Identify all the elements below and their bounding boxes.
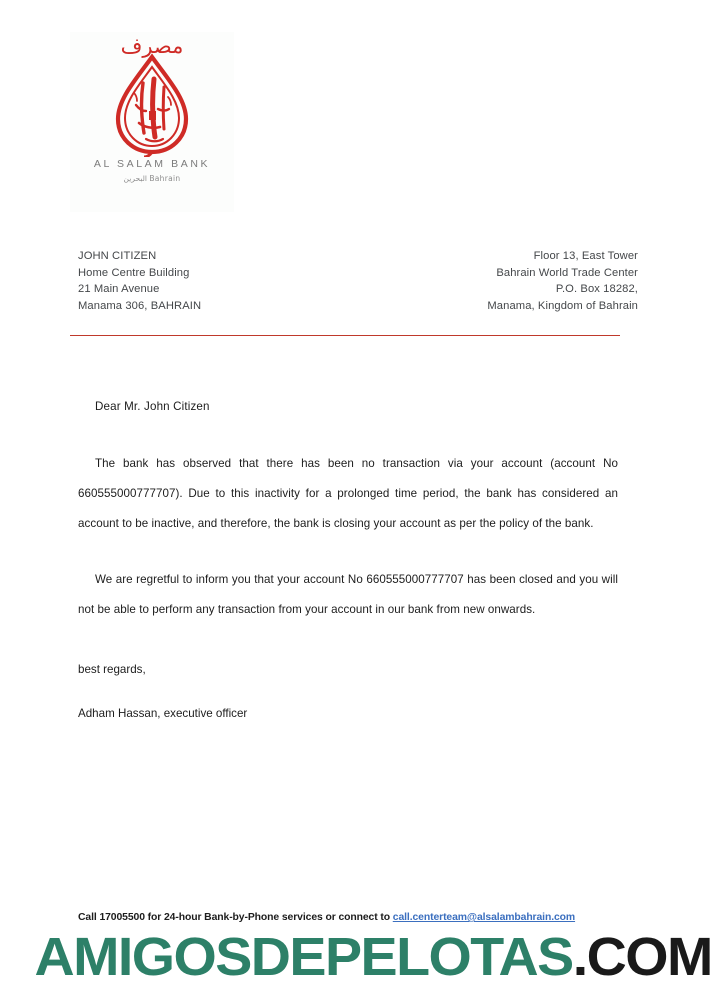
logo-subtitle-latin: Bahrain	[149, 174, 181, 183]
body-paragraph-2: We are regretful to inform you that your account No 660555000777707 has been closed and you will not be able to perform any transaction from your account in our bank from new onwards.	[78, 573, 618, 616]
body-paragraph-1: The bank has observed that there has been no transaction via your account (account No 660555000777707). Due to this inactivity for a prolonged time period, the bank has considered an account to be inactive, and therefore, the bank is closing your account as per the policy of the bank.	[78, 457, 618, 530]
logo-arabic-script: مصرف	[120, 34, 184, 58]
sender-line: Manama, Kingdom of Bahrain	[487, 299, 638, 312]
footer-text: Call 17005500 for 24-hour Bank-by-Phone services or connect to	[78, 912, 393, 923]
address-section	[78, 248, 638, 314]
logo-wordmark: AL SALAM BANK	[93, 158, 211, 170]
watermark-tld: .COM	[572, 927, 712, 987]
recipient-address	[78, 248, 201, 314]
recipient-line: Home Centre Building	[78, 266, 190, 279]
sender-line: Bahrain World Trade Center	[496, 266, 638, 279]
letter-body	[78, 400, 618, 729]
footer-contact-line	[78, 912, 623, 923]
header-divider	[70, 335, 620, 336]
site-watermark	[0, 928, 720, 986]
salutation: Dear Mr. John Citizen	[95, 400, 210, 413]
watermark-brand: AMIGOSDEPELOTAS	[34, 927, 573, 987]
recipient-line: Manama 306, BAHRAIN	[78, 299, 202, 312]
recipient-line: JOHN CITIZEN	[78, 250, 157, 262]
bank-logo	[70, 32, 234, 212]
closing-block	[78, 655, 618, 729]
logo-subtitle-arabic: البحرين	[123, 174, 147, 183]
sender-line: P.O. Box 18282,	[555, 283, 638, 296]
support-email-link[interactable]: call.centerteam@alsalambahrain.com	[392, 912, 576, 923]
logo-subtitle	[124, 174, 181, 183]
closing-salutation: best regards,	[78, 663, 146, 676]
teardrop-calligraphy-icon	[106, 53, 198, 157]
signer-name-title: Adham Hassan, executive officer	[78, 707, 248, 720]
sender-line: Floor 13, East Tower	[533, 250, 638, 262]
recipient-line: 21 Main Avenue	[78, 283, 160, 296]
sender-address	[487, 248, 638, 314]
